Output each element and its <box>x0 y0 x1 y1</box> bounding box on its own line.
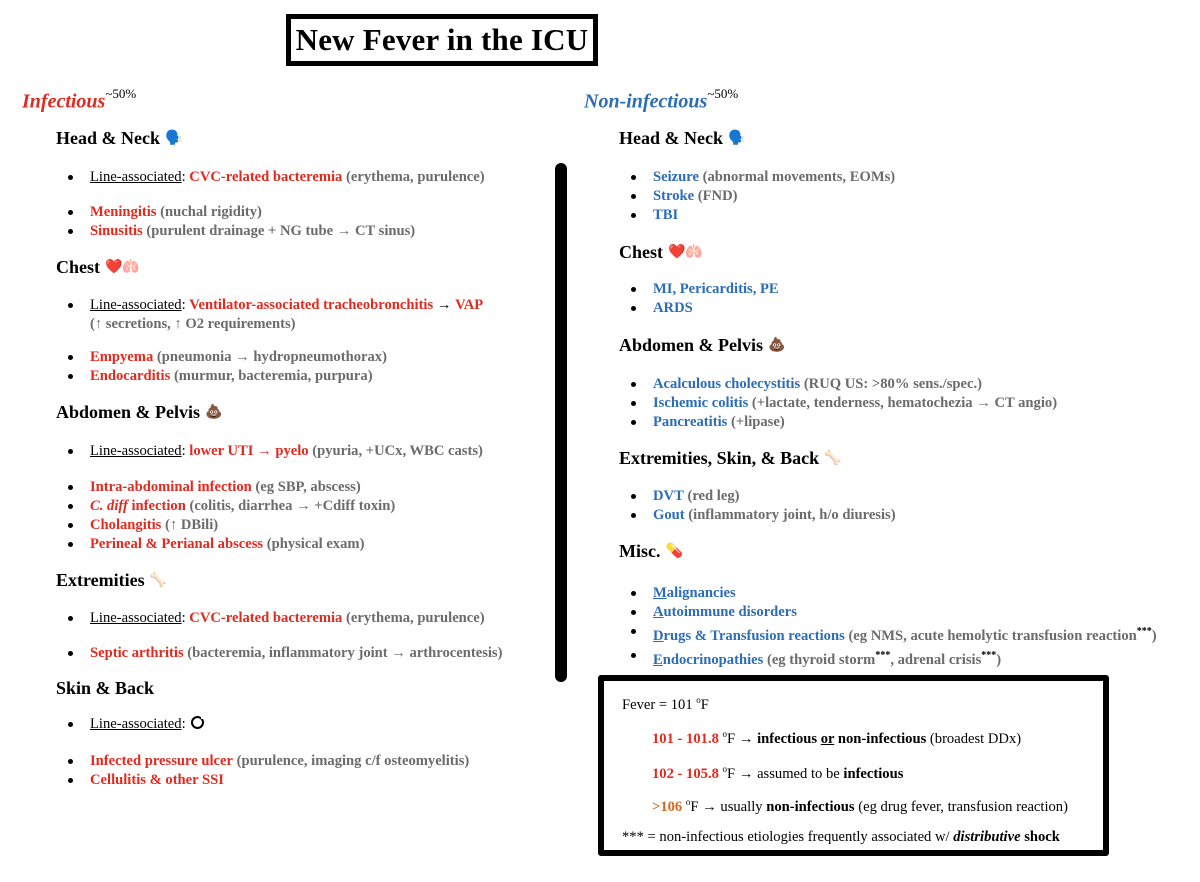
pill-icon: 💊 <box>665 544 683 559</box>
list-item: Perineal & Perianal abscess (physical exam) <box>90 535 395 554</box>
list-extremities-noninfectious <box>619 487 896 525</box>
fever-range-row-1: 101 - 101.8 $^o$F → infectious or non-infectious (broadest DDx) <box>652 729 1022 747</box>
head-icon: 🗣️ <box>164 131 183 146</box>
bone-icon: 🦴 <box>149 573 168 588</box>
section-extremities-infectious: Extremities 🦴 <box>56 570 168 590</box>
pressure-ulcer-icon <box>191 716 204 729</box>
head-icon: 🗣️ <box>727 131 746 146</box>
non-infectious-heading: Non-infectious$^{\sim 50\%}$ <box>584 86 739 113</box>
list-item: Endocrinopathies (eg thyroid storm***, adrenal crisis***) <box>653 646 1157 670</box>
list-item: DVT (red leg) <box>653 487 896 506</box>
list-item: TBI <box>653 206 895 225</box>
list-item: Endocarditis (murmur, bacteremia, purpura) <box>90 367 387 386</box>
list-item: Line-associated: Ventilator-associated tracheobronchitis → VAP (↑ secretions, ↑ O2 requirements) <box>90 296 570 334</box>
list-head-neck-infectious <box>56 203 415 241</box>
list-item: Drugs & Transfusion reactions (eg NMS, acute hemolytic transfusion reaction***) <box>653 622 1157 646</box>
list-item: Acalculous cholecystitis (RUQ US: >80% sens./spec.) <box>653 375 1057 394</box>
list-head-neck-noninfectious <box>619 168 895 225</box>
list-item: Line-associated: <box>90 715 204 734</box>
list-extremities-line <box>56 609 485 628</box>
section-head-neck-noninfectious: Head & Neck 🗣️ <box>619 128 746 148</box>
section-misc: Misc. 💊 <box>619 541 683 561</box>
list-chest-infectious <box>56 348 387 386</box>
list-item: Line-associated: CVC-related bacteremia (erythema, purulence) <box>90 610 485 626</box>
list-item: Seizure (abnormal movements, EOMs) <box>653 169 896 185</box>
list-item: Ischemic colitis (+lactate, tenderness, hematochezia → CT angio) <box>653 395 1058 411</box>
section-chest-infectious: Chest ❤️🫁 <box>56 257 140 277</box>
list-item: Malignancies <box>653 584 1157 603</box>
list-item: Septic arthritis (bacteremia, inflammatory joint → arthrocentesis) <box>90 645 503 661</box>
list-abdomen-infectious <box>56 478 395 554</box>
section-extremities-noninfectious: Extremities, Skin, & Back 🦴 <box>619 448 842 468</box>
section-abdomen-noninfectious: Abdomen & Pelvis 💩 <box>619 335 786 355</box>
page-title: New Fever in the ICU <box>286 14 598 66</box>
list-item: Autoimmune disorders <box>653 603 1157 622</box>
section-chest-noninfectious: Chest ❤️🫁 <box>619 242 703 262</box>
list-item: Meningitis (nuchal rigidity) <box>90 203 415 222</box>
fever-definition: Fever = 101 $^o$F <box>622 695 709 713</box>
list-item: Line-associated: CVC-related bacteremia (erythema, purulence) <box>90 169 485 185</box>
list-abdomen-line <box>56 442 483 461</box>
list-head-neck-line <box>56 168 485 187</box>
heart-lungs-icon: ❤️🫁 <box>668 245 703 260</box>
list-skin-line <box>56 715 204 734</box>
fever-range-row-3: >106 $^o$F → usually non-infectious (eg drug fever, transfusion reaction) <box>652 797 1068 815</box>
list-item: Line-associated: lower UTI → pyelo (pyuria, +UCx, WBC casts) <box>90 443 483 459</box>
list-item: ARDS <box>653 299 779 318</box>
section-abdomen-infectious: Abdomen & Pelvis 💩 <box>56 402 223 422</box>
fever-thresholds-box <box>598 675 1109 856</box>
section-skin-back-infectious: Skin & Back <box>56 678 155 698</box>
list-item: Infected pressure ulcer (purulence, imaging c/f osteomyelitis) <box>90 753 470 769</box>
list-item: Sinusitis (purulent drainage + NG tube → CT sinus) <box>90 223 416 239</box>
list-item: MI, Pericarditis, PE <box>653 281 779 297</box>
column-divider <box>555 163 567 682</box>
list-skin-back-infectious <box>56 752 469 790</box>
list-abdomen-noninfectious <box>619 375 1057 432</box>
list-item: Intra-abdominal infection (eg SBP, abscess) <box>90 478 395 497</box>
list-item: Pancreatitis (+lipase) <box>653 413 1057 432</box>
fever-range-row-2: 102 - 105.8 $^o$F → assumed to be infectious <box>652 764 904 782</box>
list-chest-line <box>56 296 570 334</box>
list-item: C. diff infection (colitis, diarrhea → +Cdiff toxin) <box>90 498 396 514</box>
list-item: Empyema (pneumonia → hydropneumothorax) <box>90 349 387 365</box>
list-item: Stroke (FND) <box>653 187 895 206</box>
heart-lungs-icon: ❤️🫁 <box>105 260 140 275</box>
bone-icon: 🦴 <box>824 451 842 466</box>
list-chest-noninfectious <box>619 280 779 318</box>
poop-icon: 💩 <box>205 405 223 420</box>
poop-icon: 💩 <box>768 338 786 353</box>
fever-footnote: *** = non-infectious etiologies frequently associated w/ distributive shock <box>622 829 1060 845</box>
list-extremities-infectious <box>56 644 502 663</box>
infectious-heading: Infectious$^{\sim 50\%}$ <box>22 86 137 113</box>
list-item: Cholangitis (↑ DBili) <box>90 516 395 535</box>
section-head-neck-infectious: Head & Neck 🗣️ <box>56 128 183 148</box>
list-misc <box>619 584 1157 670</box>
list-item: Cellulitis & other SSI <box>90 771 469 790</box>
list-item: Gout (inflammatory joint, h/o diuresis) <box>653 507 896 523</box>
